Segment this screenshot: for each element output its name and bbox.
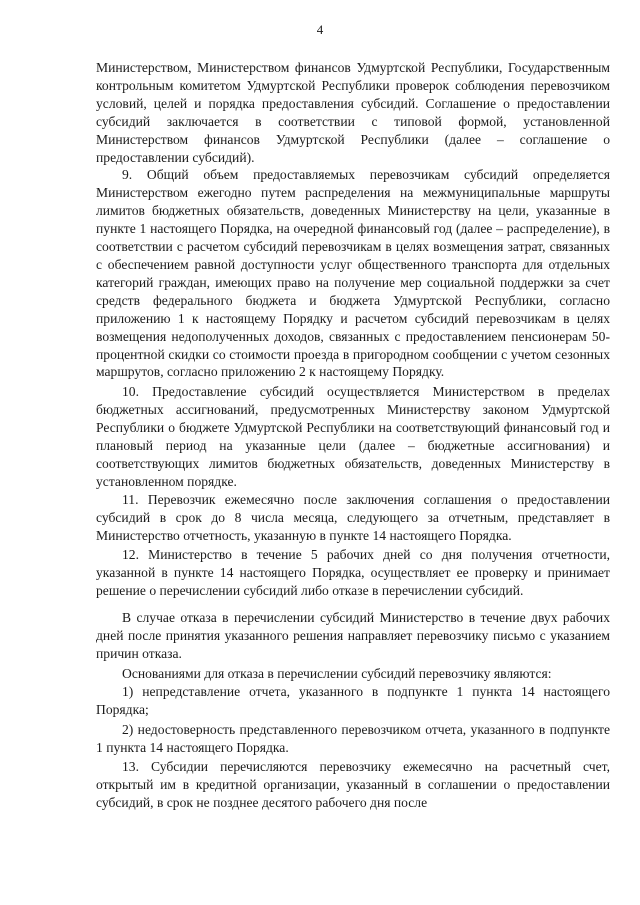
paragraph-item-12: 12. Министерство в течение 5 рабочих дней со дня получения отчетности, указанной в пункте 14 настоящего Порядка, осуществляет ее проверку и принимает решение о перечислении субсидий либо отказе в перечислении субсидий. — [96, 547, 610, 599]
paragraph-refusal-grounds: Основаниями для отказа в перечислении субсидий перевозчику являются: — [122, 665, 552, 681]
paragraph-item-11: 11. Перевозчик ежемесячно после заключения соглашения о предоставлении субсидий в срок до 8 числа месяца, следующего за отчетным, представляет в Министерство отчетность, указанную в пункте 14 настоящего Порядка. — [96, 491, 610, 543]
document-body — [96, 59, 610, 812]
paragraph-ground-2: 2) недостоверность представленного перевозчиком отчета, указанного в подпункте 1 пункта 14 настоящего Порядка. — [96, 721, 610, 755]
paragraph-ground-1: 1) непредставление отчета, указанного в подпункте 1 пункта 14 настоящего Порядка; — [96, 683, 610, 717]
paragraph-refusal-notice: В случае отказа в перечислении субсидий Министерство в течение двух рабочих дней после принятия указанного решения направляет перевозчику письмо с указанием причин отказа. — [96, 610, 610, 661]
paragraph-item-10: 10. Предоставление субсидий осуществляется Министерством в пределах бюджетных ассигнований, предусмотренных Министерству законом Удмуртской Республики о бюджете Удмуртской Республики на соответствующий финансовый год и плановый период на указанные цели (далее – бюджетные ассигнования) и соответствующих лимитов бюджетных обязательств, доведенных Министерству в установленном порядке. — [96, 384, 610, 489]
paragraph-item-13: 13. Субсидии перечисляются перевозчику ежемесячно на расчетный счет, открытый им в кредитной организации, указанный в соглашении о предоставлении субсидий, в срок не позднее десятого рабочего дня после — [96, 759, 610, 811]
paragraph-continuation: Министерством, Министерством финансов Удмуртской Республики, Государственным контрольным комитетом Удмуртской Республики проверок соблюдения перевозчиком условий, целей и порядка предоставления субсидий. Соглашение о предоставлении субсидий заключается в соответствии с типовой формой, установленной Министерством финансов Удмуртской Республики (далее – соглашение о предоставлении субсидий). — [96, 60, 610, 165]
page-number: 4 — [316, 22, 324, 37]
paragraph-item-9: 9. Общий объем предоставляемых перевозчикам субсидий определяется Министерством ежегодно путем распределения на межмуниципальные маршруты лимитов бюджетных обязательств, доведенных Министерству на цели, указанные в пункте 1 настоящего Порядка, на очередной финансовый год (далее – распределение), в соответствии с расчетом субсидий перевозчикам в целях возмещения затрат, связанных с обеспечением равной доступности услуг общественного транспорта для отдельных категорий граждан, имеющих право на получение мер социальной поддержки за счет средств федерального бюджета и бюджета Удмуртской Республики, согласно приложению 1 к настоящему Порядку и расчетом субсидий перевозчикам в целях возмещения недополученных доходов, связанных с предоставлением пенсионерам 50-процентной скидки со стоимости проезда в пригородном сообщении с учетом сезонных маршрутов, согласно приложению 2 к настоящему Порядку. — [96, 167, 610, 380]
